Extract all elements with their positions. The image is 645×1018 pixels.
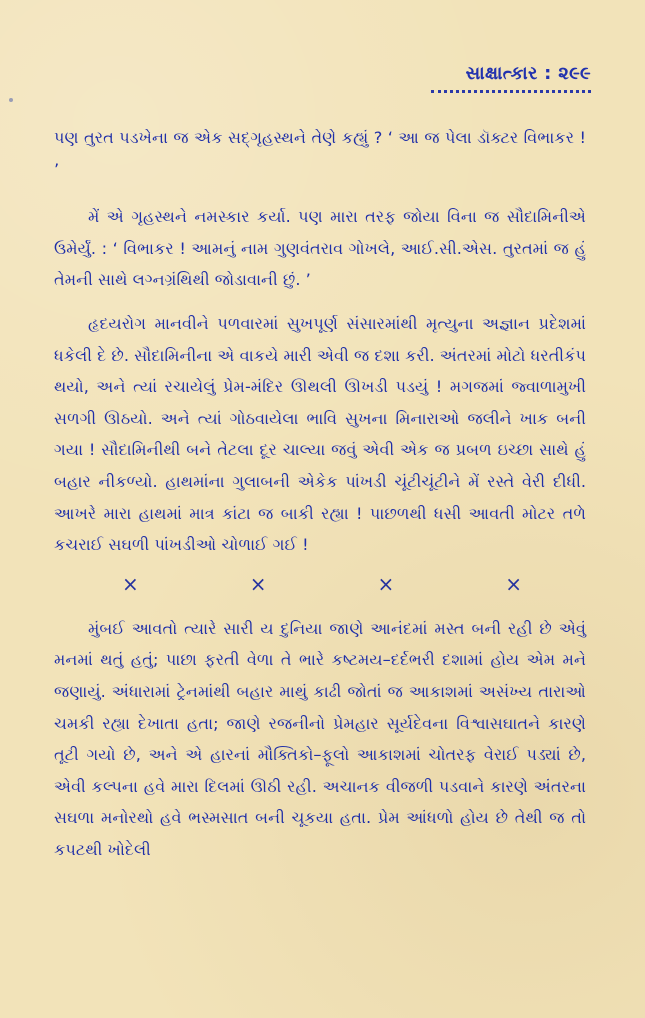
section-separator: [54, 568, 586, 600]
paragraph-gap: [54, 296, 586, 308]
paragraph-3: હૃદયરોગ માનવીને પળવારમાં સુખપૂર્ણ સંસારમાંથી મૃત્યુના અજ્ઞાન પ્રદેશમાં ધકેલી દે છે. સૌદામિનીના એ વાકયે મારી એવી જ દશા કરી. અંતરમાં મોટો ધરતીકંપ થયો, અને ત્યાં રચાયેલું પ્રેમ-મંદિર ઊથલી ઊખડી પડયું ! મગજમાં જ્વાળામુખી સળગી ઊઠયો. અને ત્યાં ગોઠવાયેલા ભાવિ સુખના મિનારાઓ જલીને ખાક બની ગયા ! સૌદામિનીથી બને તેટલા દૂર ચાલ્યા જવું એવી એક જ પ્રબળ ઇચ્છા સાથે હું બહાર નીકળ્યો. હાથમાંના ગુલાબની એકેક પાંખડી ચૂંટીચૂંટીને મેં રસ્તે વેરી દીધી. આખરે મારા હાથમાં માત્ર કાંટા જ બાકી રહ્યા ! પાછળથી ધસી આવતી મોટર તળે કચરાઈ સઘળી પાંખડીઓ ચોળાઈ ગઈ !: [54, 313, 586, 555]
running-header: સાક્ષાત્કાર : ૨૯૯: [465, 63, 591, 84]
paragraph-gap: [54, 185, 586, 201]
page-content: [54, 122, 586, 865]
page-header-block: [411, 62, 591, 93]
speck-mark: [9, 98, 13, 102]
separator-mark-1: ×: [122, 571, 139, 596]
dotted-rule: [431, 90, 591, 93]
separator-mark-2: ×: [249, 571, 267, 596]
paragraph-1: પણ તુરત પડખેના જ એક સદ્ગૃહસ્થને તેણે કહ્યું ? ‘ આ જ પેલા ડૉક્ટર વિભાકર ! ’: [54, 128, 586, 179]
separator-mark-3: ×: [377, 571, 395, 596]
separator-mark-4: ×: [505, 571, 522, 596]
paragraph-4: મુંબઈ આવતો ત્યારે સારી ય દુનિયા જાણે આનંદમાં મસ્ત બની રહી છે એવું મનમાં થતું હતું; પાછા ફરતી વેળા તે ભારે કષ્ટમય–દર્દભરી દશામાં હોય એમ મને જણાયું. અંધારામાં ટ્રેનમાંથી બહાર માથું કાઢી જોતાં જ આકાશમાં અસંખ્ય તારાઓ ચમકી રહ્યા દેખાતા હતા; જાણે રજનીનો પ્રેમહાર સૂર્યદેવના વિશ્વાસઘાતને કારણે તૂટી ગયો છે, અને એ હારનાં મૌક્તિકો–ફૂલો આકાશમાં ચોતરફ વેરાઈ પડ્યાં છે, એવી કલ્પના હવે મારા દિલમાં ઊઠી રહી. અચાનક વીજળી પડવાને કારણે અંતરના સઘળા મનોરથો હવે ભસ્મસાત બની ચૂકયા હતા. પ્રેમ આંધળો હોય છે તેથી જ તો કપટથી ખોદેલી: [54, 618, 586, 859]
paragraph-2: મેં એ ગૃહસ્થને નમસ્કાર કર્યા. પણ મારા તરફ જોયા વિના જ સૌદામિનીએ ઉમેર્યું. : ‘ વિભાકર ! આમનું નામ ગુણવંતરાવ ગોખલે, આઈ.સી.એસ. તુરતમાં જ હું તેમની સાથે લગ્નગ્રંથિથી જોડાવાની છું. ’: [54, 207, 586, 290]
